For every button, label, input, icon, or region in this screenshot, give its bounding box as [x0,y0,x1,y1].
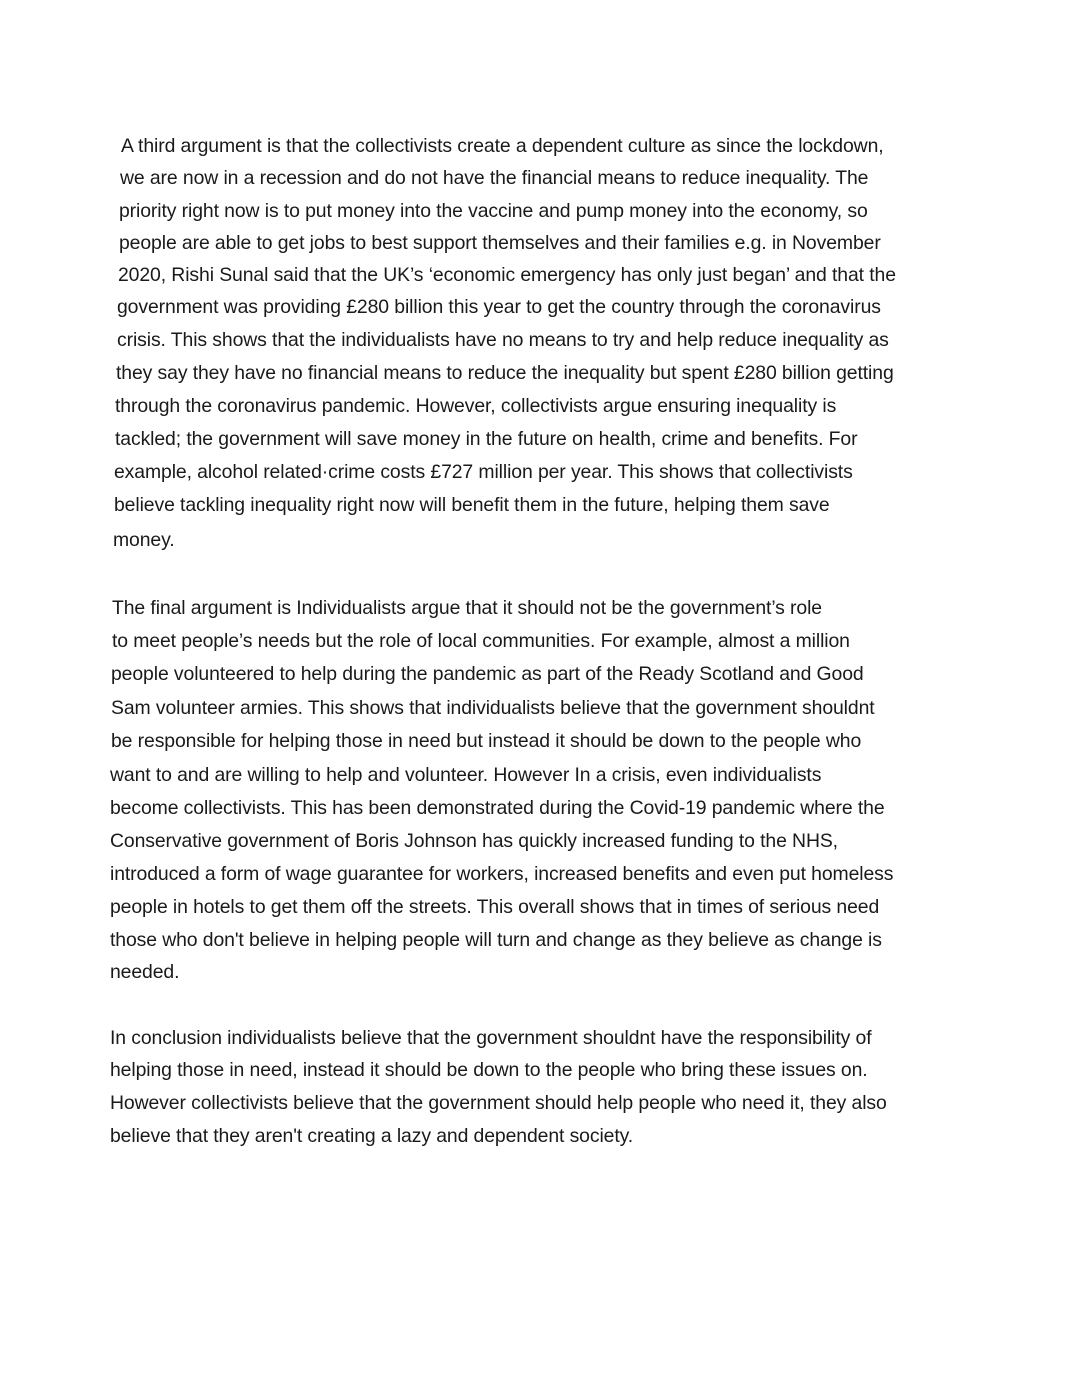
text-line: we are now in a recession and do not have the financial means to reduce inequality. The [120,167,869,189]
text-line: to meet people’s needs but the role of local communities. For example, almost a million [112,630,850,652]
text-line: they say they have no financial means to reduce the inequality but spent £280 billion getting [116,362,894,384]
text-line: 2020, Rishi Sunal said that the UK’s ‘economic emergency has only just began’ and that the [118,264,896,286]
text-line: government was providing £280 billion this year to get the country through the coronavirus [117,296,881,318]
text-line: want to and are willing to help and volunteer. However In a crisis, even individualists [110,764,822,786]
text-line: those who don't believe in helping people will turn and change as they believe as change is [110,929,882,951]
text-line: believe that they aren't creating a lazy and dependent society. [110,1125,634,1147]
text-line: become collectivists. This has been demonstrated during the Covid-19 pandemic where the [110,797,885,819]
text-line: introduced a form of wage guarantee for workers, increased benefits and even put homeless [110,863,894,885]
text-line: Conservative government of Boris Johnson has quickly increased funding to the NHS, [110,830,838,852]
text-line: people volunteered to help during the pandemic as part of the Ready Scotland and Good [111,663,864,685]
text-line: money. [113,529,175,551]
text-line: believe tackling inequality right now will benefit them in the future, helping them save [114,494,830,516]
text-line: people in hotels to get them off the streets. This overall shows that in times of serious need [110,896,880,918]
text-line: through the coronavirus pandemic. However, collectivists argue ensuring inequality is [115,395,837,417]
text-line: example, alcohol related·crime costs £727 million per year. This shows that collectivists [114,461,853,483]
text-line: Sam volunteer armies. This shows that individualists believe that the government shouldnt [111,697,875,719]
text-line: tackled; the government will save money in the future on health, crime and benefits. For [115,428,858,450]
text-line: The final argument is Individualists argue that it should not be the government’s role [112,597,822,619]
text-line: crisis. This shows that the individualists have no means to try and help reduce inequality as [117,329,889,351]
text-line: However collectivists believe that the government should help people who need it, they also [110,1092,887,1114]
text-line: people are able to get jobs to best support themselves and their families e.g. in November [119,232,881,254]
text-line: helping those in need, instead it should be down to the people who bring these issues on. [110,1059,868,1081]
text-line: In conclusion individualists believe that the government shouldnt have the responsibility of [110,1027,872,1049]
text-line: priority right now is to put money into the vaccine and pump money into the economy, so [119,200,868,222]
text-line: A third argument is that the collectivists create a dependent culture as since the lockdown, [121,135,884,157]
text-line: be responsible for helping those in need but instead it should be down to the people who [111,730,862,752]
text-line: needed. [110,961,180,983]
